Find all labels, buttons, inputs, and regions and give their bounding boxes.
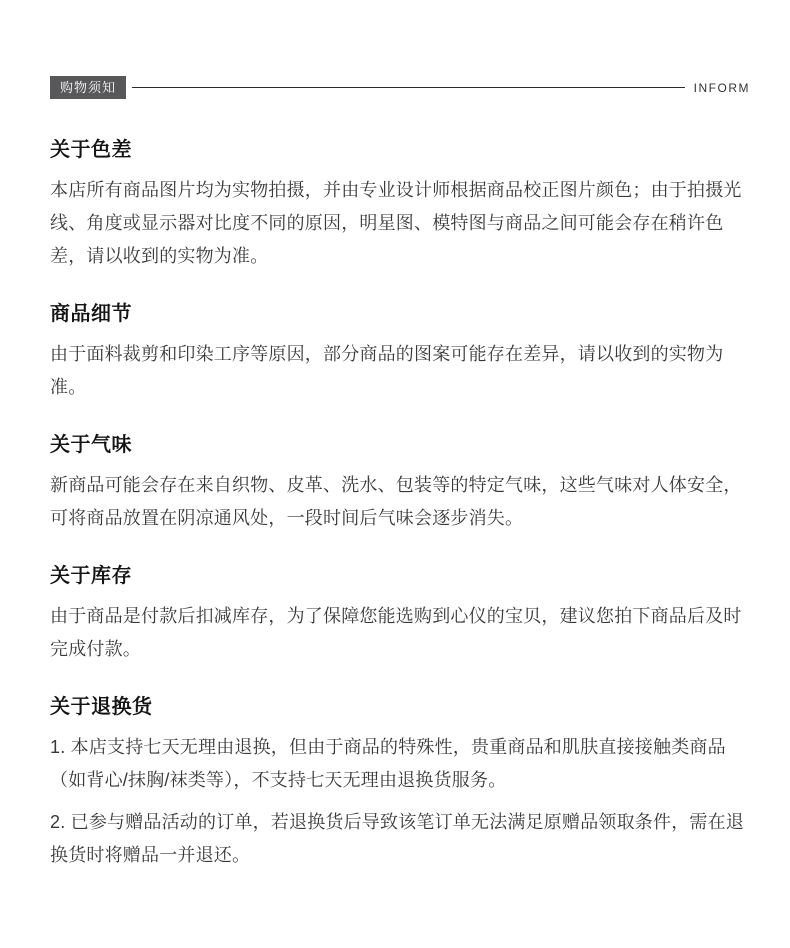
- section-color-difference: [50, 139, 750, 273]
- section-text-color-difference: 本店所有商品图片均为实物拍摄，并由专业设计师根据商品校正图片颜色；由于拍摄光线、角度或显示器对比度不同的原因，明星图、模特图与商品之间可能会存在稍许色差，请以收到的实物为准。: [50, 180, 742, 266]
- section-title-inventory: 关于库存: [50, 565, 132, 587]
- section-text-inventory: 由于商品是付款后扣减库存，为了保障您能选购到心仪的宝贝，建议您拍下商品后及时完成付款。: [50, 606, 742, 659]
- section-text-returns-item-2: 2. 已参与赠品活动的订单，若退换货后导致该笔订单无法满足原赠品领取条件，需在退换货时将赠品一并退还。: [50, 812, 745, 865]
- notice-badge: 购物须知: [50, 76, 126, 99]
- section-title-odor: 关于气味: [50, 434, 132, 456]
- notice-header: [50, 76, 750, 99]
- inform-label: INFORM: [693, 80, 750, 95]
- header-divider-line: [132, 87, 685, 88]
- section-title-product-details: 商品细节: [50, 303, 132, 325]
- section-text-product-details: 由于面料裁剪和印染工序等原因，部分商品的图案可能存在差异，请以收到的实物为准。: [50, 344, 724, 397]
- section-text-returns-item-1: 1. 本店支持七天无理由退换，但由于商品的特殊性，贵重商品和肌肤直接接触类商品（如背心/抹胸/袜类等），不支持七天无理由退换货服务。: [50, 737, 726, 790]
- section-inventory: [50, 565, 750, 666]
- section-odor: [50, 434, 750, 535]
- section-product-details: [50, 303, 750, 404]
- section-title-returns: 关于退换货: [50, 696, 153, 718]
- section-text-odor: 新商品可能会存在来自织物、皮革、洗水、包装等的特定气味，这些气味对人体安全，可将商品放置在阴凉通风处，一段时间后气味会逐步消失。: [50, 475, 742, 528]
- section-returns: [50, 696, 750, 872]
- section-title-color-difference: 关于色差: [50, 139, 132, 161]
